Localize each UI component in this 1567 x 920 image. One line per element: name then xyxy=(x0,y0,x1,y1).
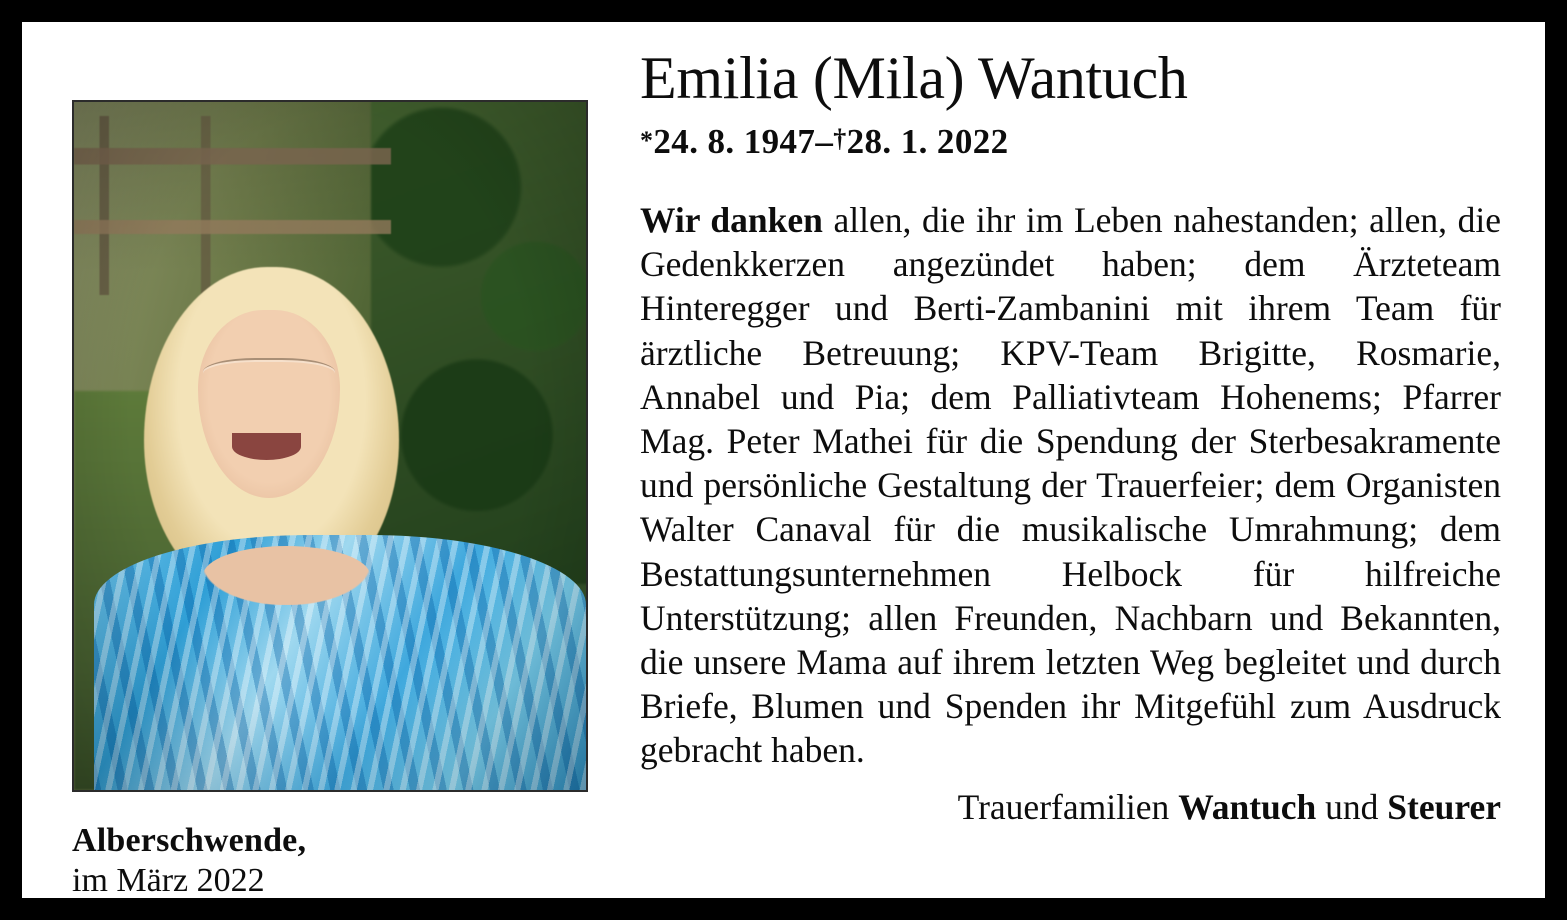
notice-paper xyxy=(22,22,1545,898)
thanks-lead: Wir danken xyxy=(640,200,823,240)
left-column xyxy=(72,48,602,900)
death-date: 28. 1. 2022 xyxy=(846,122,1009,161)
birth-date: 24. 8. 1947 xyxy=(653,122,816,161)
place-date-label: im März 2022 xyxy=(72,862,265,900)
signature-family-2: Steurer xyxy=(1387,787,1501,828)
photo-vignette xyxy=(74,102,586,790)
life-dates xyxy=(640,122,1501,162)
place-label: Alberschwende, xyxy=(72,822,307,859)
portrait-photo xyxy=(74,102,586,790)
dates-dash: – xyxy=(815,122,834,161)
signature-line xyxy=(640,786,1501,829)
death-symbol: † xyxy=(833,124,847,153)
deceased-name: Emilia (Mila) Wantuch xyxy=(640,45,1188,111)
portrait-frame xyxy=(72,100,588,792)
signature-family-1: Wantuch xyxy=(1178,787,1317,828)
thanks-paragraph xyxy=(640,198,1501,772)
thanks-body: allen, die ihr im Leben nahestanden; allen, die Gedenkkerzen angezündet haben; dem Ärzteteam Hinteregger und Berti-Zambanini mit ihrem Team für ärztliche Betreuung; KPV-Team Brigitte, Rosmarie, Annabel und Pia; dem Palliativteam Hohenems; Pfarrer Mag. Peter Mathei für die Spendung der Sterbesakramente und persönliche Gestaltung der Trauerfeier; dem Organisten Walter Canaval für die musikalische Umrahmung; dem Bestattungsunternehmen Helbock für hilfreiche Unterstützung; allen Freunden, Nachbarn und Bekannten, die unsere Mama auf ihrem letzten Weg begleitet und durch Briefe, Blumen und Spenden ihr Mitgefühl zum Ausdruck gebracht haben. xyxy=(640,200,1501,771)
signature-prefix: Trauerfamilien xyxy=(957,787,1179,828)
birth-symbol: * xyxy=(640,126,654,155)
right-column xyxy=(602,45,1501,876)
signature-conjunction: und xyxy=(1316,787,1388,828)
